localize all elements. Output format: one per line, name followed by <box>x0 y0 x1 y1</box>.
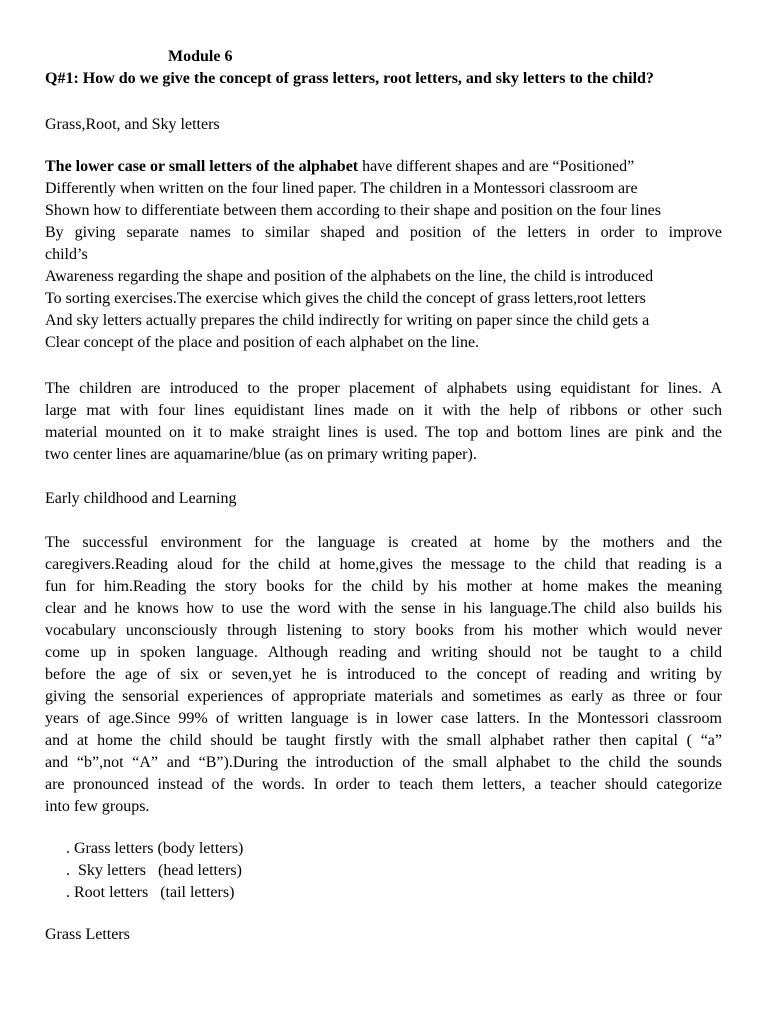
para1-line: And sky letters actually prepares the child indirectly for writing on paper since the child gets a <box>45 312 650 329</box>
para3-line: and at home the child should be taught firstly with the small alphabet rather then capital ( “a” <box>45 732 722 749</box>
para1-line: Shown how to differentiate between them according to their shape and position on the four lines <box>45 202 661 219</box>
para1-line-text: have different shapes and are “Positioned” <box>358 158 635 175</box>
para2-line: two center lines are aquamarine/blue (as on primary writing paper). <box>45 446 477 463</box>
para1-line: child’s <box>45 246 88 263</box>
list-item-root-letters: . Root letters (tail letters) <box>66 884 235 901</box>
para3-line: caregivers.Reading aloud for the child at home,gives the message to the child that reading is a <box>45 556 722 573</box>
para3-line: and “b”,not “A” and “B”).During the introduction of the small alphabet to the child the sounds <box>45 754 722 771</box>
question-heading: Q#1: How do we give the concept of grass letters, root letters, and sky letters to the child? <box>45 70 654 87</box>
list-item-sky-letters: . Sky letters (head letters) <box>66 862 242 879</box>
section-heading-grass-letters: Grass Letters <box>45 926 130 943</box>
para3-line: clear and he knows how to use the word with the sense in his language.The child also builds his <box>45 600 722 617</box>
para1-line: Awareness regarding the shape and position of the alphabets on the line, the child is introduced <box>45 268 654 285</box>
module-title: Module 6 <box>168 48 233 65</box>
para1-line: Clear concept of the place and position of each alphabet on the line. <box>45 334 480 351</box>
para1-line: Differently when written on the four lined paper. The children in a Montessori classroom are <box>45 180 638 197</box>
para2-line: The children are introduced to the proper placement of alphabets using equidistant for lines. A <box>45 380 722 397</box>
para2-line: material mounted on it to make straight lines is used. The top and bottom lines are pink and the <box>45 424 722 441</box>
para2-line: large mat with four lines equidistant lines made on it with the help of ribbons or other such <box>45 402 722 419</box>
para3-line: giving the sensorial experiences of appropriate materials and sometimes as early as three or four <box>45 688 722 705</box>
para1-line <box>45 156 634 178</box>
para3-line: into few groups. <box>45 798 150 815</box>
para3-line: vocabulary unconsciously through listening to story books from his mother which would never <box>45 622 722 639</box>
section-heading: Grass,Root, and Sky letters <box>45 116 220 133</box>
para3-line: before the age of six or seven,yet he is introduced to the concept of reading and writing by <box>45 666 722 683</box>
para3-line: are pronounced instead of the words. In order to teach them letters, a teacher should categorize <box>45 776 722 793</box>
para1-line: By giving separate names to similar shaped and position of the letters in order to improve <box>45 224 722 241</box>
section-heading-early-childhood: Early childhood and Learning <box>45 490 237 507</box>
list-item-grass-letters: . Grass letters (body letters) <box>66 840 244 857</box>
para3-line: come up in spoken language. Although reading and writing should not be taught to a child <box>45 644 722 661</box>
para3-line: years of age.Since 99% of written language is in lower case latters. In the Montessori classroom <box>45 710 722 727</box>
para3-line: fun for him.Reading the story books for the child by his mother at home makes the meaning <box>45 578 722 595</box>
para1-line: To sorting exercises.The exercise which gives the child the concept of grass letters,root letters <box>45 290 646 307</box>
para1-lead-bold: The lower case or small letters of the alphabet <box>45 158 359 175</box>
para3-line: The successful environment for the language is created at home by the mothers and the <box>45 534 722 551</box>
